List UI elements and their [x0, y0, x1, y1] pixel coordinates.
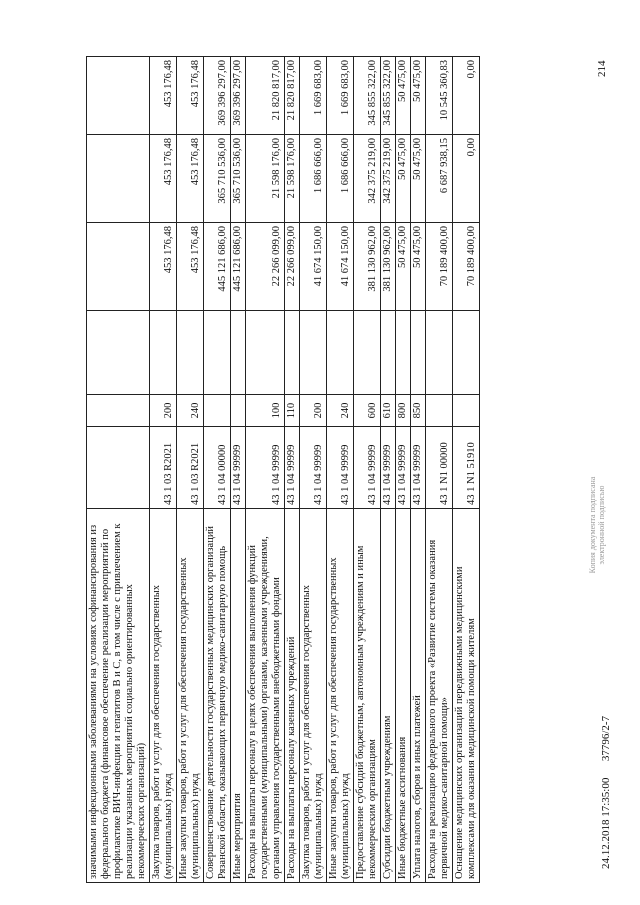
row-sum-3-cell [87, 57, 150, 135]
row-sum-3-cell: 345 855 322,00 [354, 57, 381, 135]
row-sum-3-cell: 50 475,00 [411, 57, 426, 135]
row-sum-3-cell: 10 545 360,83 [426, 57, 453, 135]
row-sum-2-cell: 1 686 666,00 [327, 135, 354, 223]
row-name-cell: Оснащение медицинских организаций передвижными медицинскими комплексами для оказания медицинской помощи жителям [453, 509, 480, 883]
budget-table [86, 56, 480, 883]
row-expense-type-cell: 200 [300, 395, 327, 427]
row-sum-1-cell: 41 674 150,00 [327, 223, 354, 311]
row-expense-type-cell [204, 395, 231, 427]
table-row [300, 57, 327, 883]
footer-doc-id: 37796/2-7 [600, 715, 612, 762]
row-sum-1-cell: 22 266 099,00 [246, 223, 285, 311]
row-expense-type-cell [87, 395, 150, 427]
row-sum-3-cell: 21 820 817,00 [285, 57, 300, 135]
row-name-cell: Совершенствование деятельности государственных медицинских организаций Рязанской области, оказывающих первичную медико-санитарную помощь [204, 509, 231, 883]
row-sum-1-cell: 70 189 400,00 [426, 223, 453, 311]
row-name-cell: Предоставление субсидий бюджетным, автономным учреждениям и иным некоммерческим организациям [354, 509, 381, 883]
row-sum-3-cell: 345 855 322,00 [381, 57, 396, 135]
signature-stamp: Копия документа подписана электронной подписью [588, 476, 606, 574]
table-row [354, 57, 381, 883]
row-name-cell: Расходы на реализацию федерального проекта «Развитие системы оказания первичной медико-санитарной помощи» [426, 509, 453, 883]
row-sum-2-cell: 21 598 176,00 [246, 135, 285, 223]
row-sum-2-cell: 365 710 536,00 [231, 135, 246, 223]
row-code-cell [87, 427, 150, 509]
row-name-cell: Закупка товаров, работ и услуг для обеспечения государственных (муниципальных) нужд [300, 509, 327, 883]
footer-datetime: 24.12.2018 17:35:00 [600, 777, 612, 869]
table-row [87, 57, 150, 883]
row-sum-3-cell: 369 396 297,00 [204, 57, 231, 135]
row-sum-1-cell: 22 266 099,00 [285, 223, 300, 311]
row-expense-type-cell: 240 [177, 395, 204, 427]
table-row [285, 57, 300, 883]
row-expense-type-cell [453, 395, 480, 427]
table-row [411, 57, 426, 883]
row-expense-type-cell [231, 395, 246, 427]
row-sum-1-cell: 50 475,00 [411, 223, 426, 311]
table-row [327, 57, 354, 883]
row-name-cell: Расходы на выплаты персоналу в целях обеспечения выполнения функций государственными (муниципальными) органами, казенными учреждениями, органами управления государственными внебюджетными фондами [246, 509, 285, 883]
table-row [381, 57, 396, 883]
row-name-cell: Закупка товаров, работ и услуг для обеспечения государственных (муниципальных) нужд [150, 509, 177, 883]
table-row [177, 57, 204, 883]
row-name-cell: Иные бюджетные ассигнования [396, 509, 411, 883]
row-sum-1-cell: 445 121 686,00 [204, 223, 231, 311]
row-sum-3-cell: 369 396 297,00 [231, 57, 246, 135]
row-empty-cell [426, 311, 453, 395]
footer [600, 716, 612, 869]
row-sum-2-cell: 6 687 938,15 [426, 135, 453, 223]
row-empty-cell [381, 311, 396, 395]
row-sum-1-cell: 381 130 962,00 [381, 223, 396, 311]
row-code-cell: 43 1 04 99999 [231, 427, 246, 509]
row-sum-2-cell: 342 375 219,00 [354, 135, 381, 223]
row-expense-type-cell: 100 [246, 395, 285, 427]
row-sum-1-cell: 50 475,00 [396, 223, 411, 311]
row-expense-type-cell [426, 395, 453, 427]
row-expense-type-cell: 850 [411, 395, 426, 427]
row-name-cell: значимыми инфекционными заболеваниями на условиях софинансирования из федерального бюджета (финансовое обеспечение реализации мероприятий по профилактике ВИЧ-инфекции и гепатитов В и С, в том числе с привлечением к реализации указанных мероприятий социально ориентированных некоммерческих организаций) [87, 509, 150, 883]
row-code-cell: 43 1 N1 51910 [453, 427, 480, 509]
row-sum-2-cell: 0,00 [453, 135, 480, 223]
row-empty-cell [150, 311, 177, 395]
row-empty-cell [300, 311, 327, 395]
row-code-cell: 43 1 04 99999 [411, 427, 426, 509]
row-code-cell: 43 1 04 99999 [381, 427, 396, 509]
row-empty-cell [354, 311, 381, 395]
row-sum-3-cell: 1 669 683,00 [300, 57, 327, 135]
row-sum-1-cell: 445 121 686,00 [231, 223, 246, 311]
row-sum-1-cell [87, 223, 150, 311]
row-sum-3-cell: 0,00 [453, 57, 480, 135]
row-name-cell: Расходы на выплаты персоналу казенных учреждений [285, 509, 300, 883]
row-expense-type-cell: 600 [354, 395, 381, 427]
row-code-cell: 43 1 04 00000 [204, 427, 231, 509]
row-code-cell: 43 1 04 99999 [285, 427, 300, 509]
row-empty-cell [204, 311, 231, 395]
row-sum-1-cell: 41 674 150,00 [300, 223, 327, 311]
row-sum-1-cell: 381 130 962,00 [354, 223, 381, 311]
row-code-cell: 43 1 04 99999 [354, 427, 381, 509]
row-code-cell: 43 1 04 99999 [300, 427, 327, 509]
table-row [246, 57, 285, 883]
row-expense-type-cell: 110 [285, 395, 300, 427]
row-code-cell: 43 1 N1 00000 [426, 427, 453, 509]
row-sum-1-cell: 70 189 400,00 [453, 223, 480, 311]
row-empty-cell [453, 311, 480, 395]
table-row [453, 57, 480, 883]
row-sum-3-cell: 50 475,00 [396, 57, 411, 135]
row-name-cell: Иные мероприятия [231, 509, 246, 883]
row-name-cell: Иные закупки товаров, работ и услуг для обеспечения государственных (муниципальных) нужд [177, 509, 204, 883]
row-name-cell: Уплата налогов, сборов и иных платежей [411, 509, 426, 883]
row-name-cell: Иные закупки товаров, работ и услуг для обеспечения государственных (муниципальных) нужд [327, 509, 354, 883]
budget-table-body [87, 57, 480, 883]
row-sum-3-cell: 21 820 817,00 [246, 57, 285, 135]
row-empty-cell [87, 311, 150, 395]
row-empty-cell [411, 311, 426, 395]
row-sum-1-cell: 453 176,48 [177, 223, 204, 311]
row-code-cell: 43 1 03 R2021 [150, 427, 177, 509]
table-row [150, 57, 177, 883]
row-sum-2-cell: 365 710 536,00 [204, 135, 231, 223]
row-name-cell: Субсидии бюджетным учреждениям [381, 509, 396, 883]
row-code-cell: 43 1 04 99999 [246, 427, 285, 509]
row-sum-2-cell: 50 475,00 [411, 135, 426, 223]
row-expense-type-cell: 200 [150, 395, 177, 427]
table-row [426, 57, 453, 883]
row-code-cell: 43 1 04 99999 [327, 427, 354, 509]
row-sum-3-cell: 453 176,48 [177, 57, 204, 135]
row-code-cell: 43 1 03 R2021 [177, 427, 204, 509]
row-sum-2-cell: 342 375 219,00 [381, 135, 396, 223]
row-empty-cell [177, 311, 204, 395]
row-sum-2-cell: 1 686 666,00 [300, 135, 327, 223]
page-number: 214 [596, 60, 608, 77]
table-row [204, 57, 231, 883]
row-empty-cell [246, 311, 285, 395]
row-sum-2-cell: 21 598 176,00 [285, 135, 300, 223]
row-code-cell: 43 1 04 99999 [396, 427, 411, 509]
row-sum-3-cell: 1 669 683,00 [327, 57, 354, 135]
row-sum-2-cell [87, 135, 150, 223]
row-sum-2-cell: 453 176,48 [177, 135, 204, 223]
row-sum-2-cell: 50 475,00 [396, 135, 411, 223]
row-empty-cell [285, 311, 300, 395]
row-empty-cell [231, 311, 246, 395]
row-empty-cell [327, 311, 354, 395]
row-expense-type-cell: 240 [327, 395, 354, 427]
table-row [396, 57, 411, 883]
row-sum-2-cell: 453 176,48 [150, 135, 177, 223]
table-row [231, 57, 246, 883]
row-expense-type-cell: 610 [381, 395, 396, 427]
row-sum-1-cell: 453 176,48 [150, 223, 177, 311]
row-sum-3-cell: 453 176,48 [150, 57, 177, 135]
row-expense-type-cell: 800 [396, 395, 411, 427]
row-empty-cell [396, 311, 411, 395]
